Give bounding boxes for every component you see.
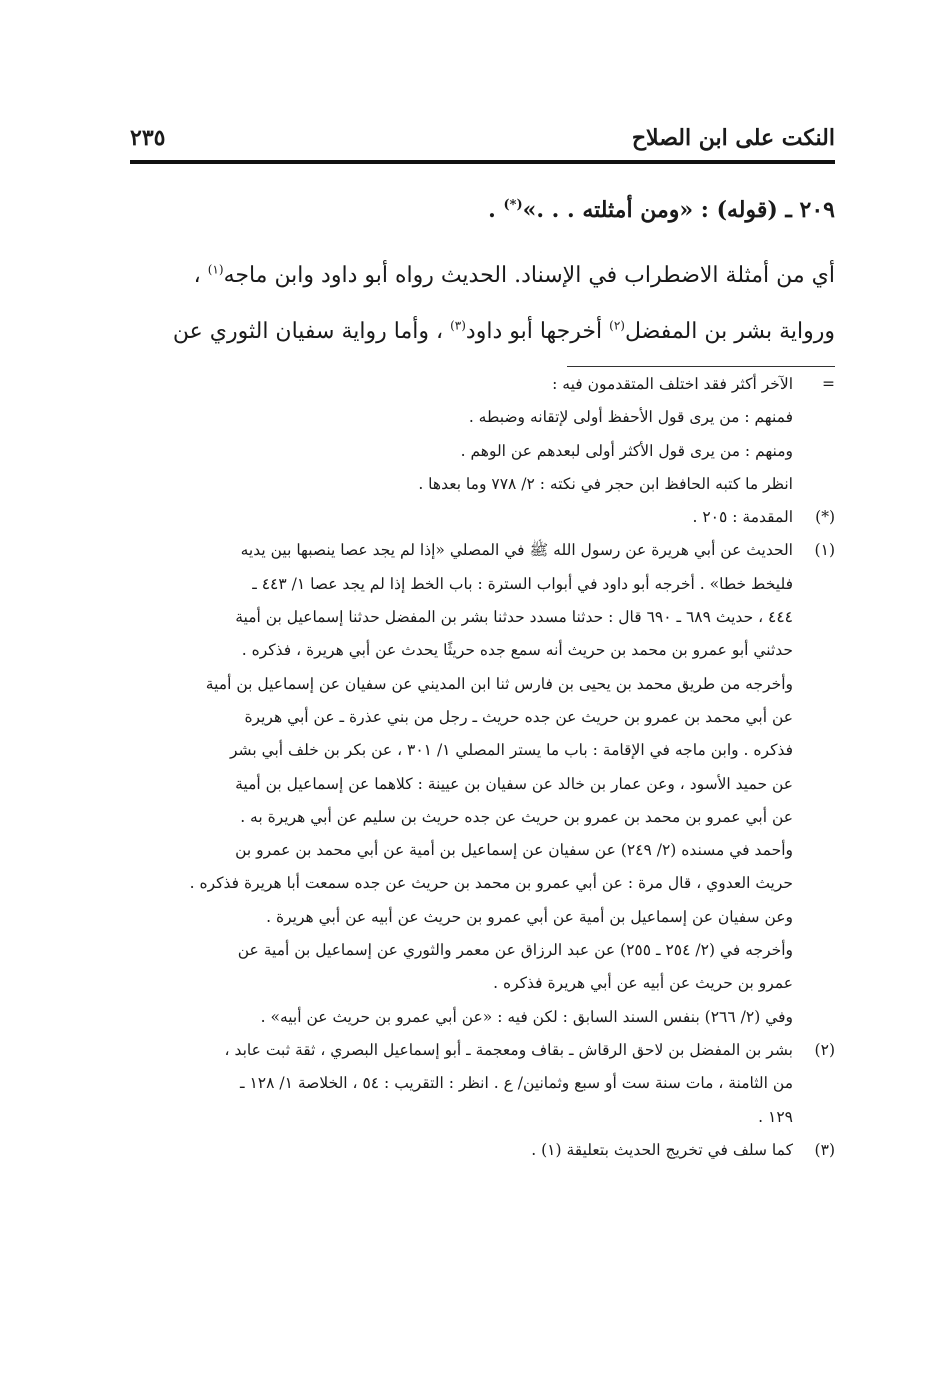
footnote-2 (130, 1034, 835, 1067)
footnote-3 (130, 1134, 835, 1167)
footnote-line: ٤٤٤ ، حديث ٦٨٩ ـ ٦٩٠ قال : حدثنا مسدد حدثنا بشر بن المفضل حدثنا إسماعيل بن أمية (235, 608, 793, 627)
main-line-2-text-a: ورواية بشر بن المفضل (624, 319, 835, 344)
footnote-line: عن حميد الأسود ، وعن عمار بن خالد عن سفيان بن عيينة : كلاهما عن إسماعيل بن أمية (235, 774, 793, 793)
note-ref-3: (٣) (450, 318, 466, 333)
footnote-3-number: (٣) (814, 1140, 835, 1159)
footnote-line: وعن سفيان عن إسماعيل بن أمية عن أبي عمرو بن حريث عن أبيه عن أبي هريرة . (266, 907, 793, 926)
entry-heading-text: ٢٠٩ ـ (قوله) : «ومن أمثلته . . .» (522, 197, 835, 223)
footnote-1 (130, 534, 835, 567)
main-text (130, 248, 835, 360)
footnote-line: عن أبي عمرو بن محمد بن عمرو بن حريث عن جده حريث بن سليم عن أبي هريرة به . (240, 807, 793, 826)
note-ref-2: (٢) (609, 318, 625, 333)
note-ref-1: (١) (207, 262, 224, 277)
footnote-continuation-line: ومنهم : من يرى قول الأكثر أولى لبعدهم عن الوهم . (460, 441, 793, 460)
footnote-line: فذكره . وابن ماجه في الإقامة : باب ما يستر المصلي ١/ ٣٠١ ، عن بكر بن خلف أبي بشر (229, 741, 793, 760)
header-rule (130, 160, 835, 164)
footnote-line: حريث العدوي ، قال مرة : عن أبي عمرو بن محمد بن حريث عن جده سمعت أبا هريرة فذكره . (189, 874, 793, 893)
footnote-line: فليخط خطا» . أخرجه أبو داود في أبواب السترة : باب الخط إذا لم يجد عصا ١/ ٤٤٣ ـ (252, 574, 793, 593)
footnote-text: بشر بن المفضل بن لاحق الرقاش ـ بقاف ومعجمة ـ أبو إسماعيل البصري ، ثقة ثبت عابد ، (224, 1040, 793, 1059)
footnotes (130, 368, 835, 1167)
footnote-line: عن أبي محمد بن عمرو بن حريث عن جده حريث ـ رجل من بني عذرة ـ عن أبي هريرة (244, 707, 793, 726)
footnote-2-number: (٢) (814, 1040, 835, 1059)
main-line-2 (130, 304, 835, 360)
running-title: النكت على ابن الصلاح (631, 125, 835, 151)
footnote-line: عمرو بن حريث عن أبيه عن أبي هريرة فذكره . (493, 974, 793, 993)
footnote-continuation-line (130, 368, 835, 401)
footnote-text: الآخر أكثر فقد اختلف المتقدمون فيه : (552, 375, 793, 393)
footnote-text: الحديث عن أبي هريرة عن رسول الله ﷺ في المصلي «إذا لم يجد عصا ينصبها بين يديه (240, 541, 793, 560)
footnote-line: وأخرجه من طريق محمد بن يحيى بن فارس ثنا ابن المديني عن سفيان عن إسماعيل بن أمية (205, 674, 793, 693)
running-header (130, 118, 835, 158)
page-number: ٢٣٥ (130, 125, 166, 151)
main-line-2-text-b: أخرجها أبو داود (465, 319, 610, 344)
main-line-1-end: ، (193, 263, 208, 288)
footnote-line: حدثني أبو عمرو بن محمد بن حريث أنه سمع جده حريثًا يحدث عن أبي هريرة ، فذكره . (241, 641, 793, 660)
footnote-line: ١٢٩ . (758, 1107, 793, 1126)
footnote-star (130, 501, 835, 534)
entry-heading-end: . (488, 197, 504, 223)
footnote-continuation-line: انظر ما كتبه الحافظ ابن حجر في نكته : ٢/ ٧٧٨ وما بعدها . (418, 474, 793, 493)
entry-heading-note-mark: (*) (503, 197, 523, 213)
main-line-1 (130, 248, 835, 304)
footnote-line: وفي (٢/ ٢٦٦) بنفس السند السابق : لكن فيه : «عن أبي عمرو بن حريث عن أبيه» . (260, 1007, 793, 1026)
main-line-1-text: أي من أمثلة الاضطراب في الإسناد. الحديث رواه أبو داود وابن ماجه (223, 263, 835, 288)
footnote-continuation-line: فمنهم : من يرى قول الأحفظ أولى لإتقانه وضبطه . (468, 408, 793, 427)
main-line-2-text-c: ، وأما رواية سفيان الثوري عن (172, 319, 451, 344)
entry-heading (130, 188, 835, 232)
footnote-line: وأحمد في مسنده (٢/ ٢٤٩) عن سفيان عن إسماعيل بن أمية عن أبي محمد بن عمرو بن (235, 841, 793, 860)
footnote-text: المقدمة : ٢٠٥ . (692, 508, 793, 527)
footnote-star-number: (*) (815, 508, 835, 527)
footnote-line: وأخرجه في (٢/ ٢٥٤ ـ ٢٥٥) عن عبد الرزاق عن معمر والثوري عن إسماعيل بن أمية عن (237, 941, 793, 960)
footnote-1-number: (١) (814, 541, 835, 560)
continuation-mark: = (822, 375, 835, 393)
footnote-separator (567, 366, 835, 367)
footnote-line: من الثامنة ، مات سنة ست أو سبع وثمانين/ ع . انظر : التقريب : ٥٤ ، الخلاصة ١/ ١٢٨ ـ (239, 1074, 793, 1093)
footnote-text: كما سلف في تخريج الحديث بتعليقة (١) . (531, 1140, 793, 1159)
